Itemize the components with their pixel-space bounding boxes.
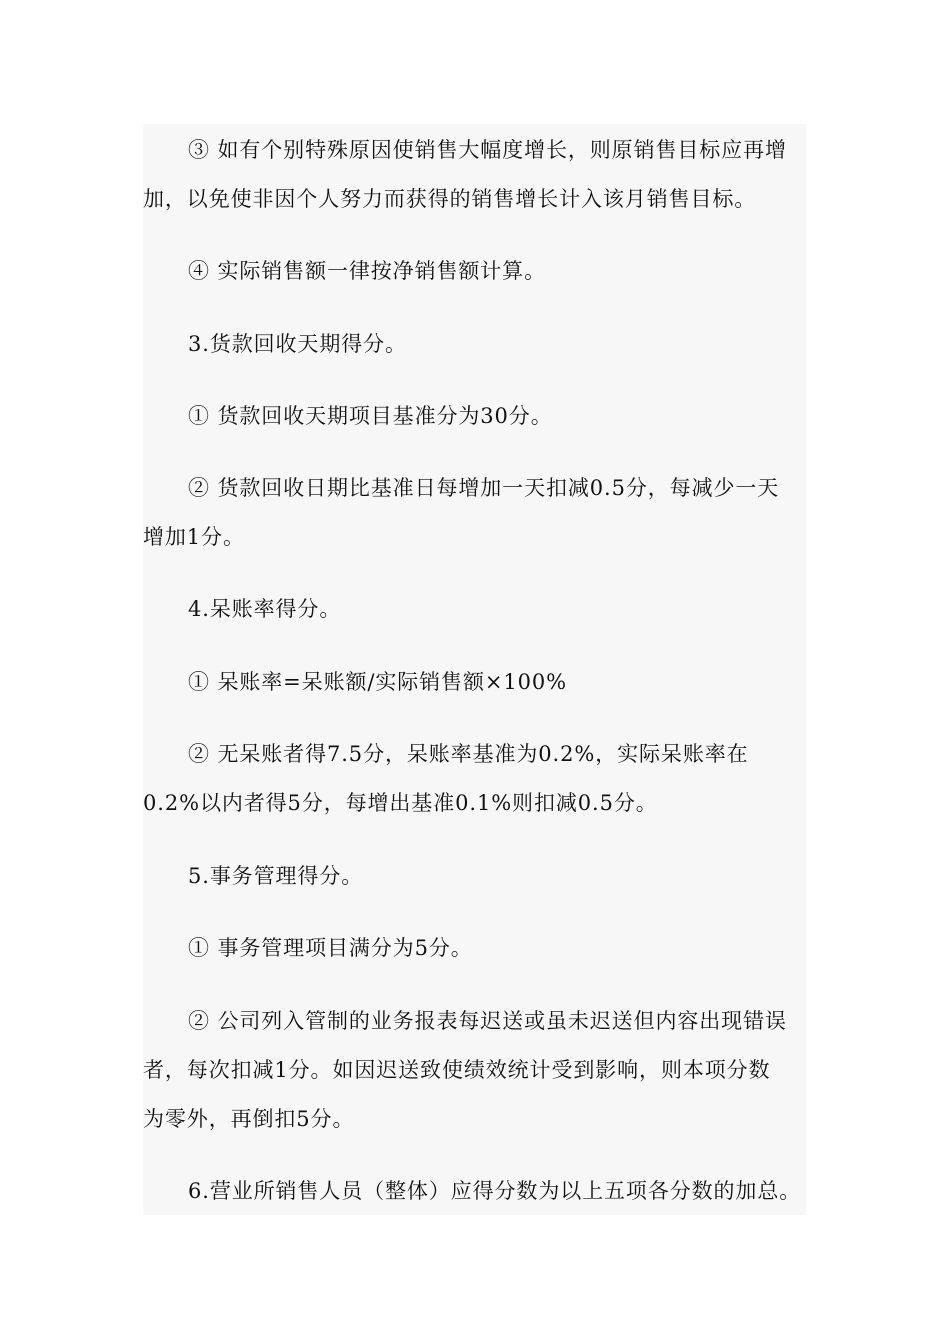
paragraph-admin-deductions — [143, 997, 806, 1144]
heading-collection-days — [143, 320, 806, 369]
paragraph-line: ③ 如有个别特殊原因使销售大幅度增长，则原销售目标应再增 — [188, 138, 787, 162]
paragraph-line: 0.2%以内者得5分，每增出基准0.1%则扣减0.5分。 — [143, 791, 658, 815]
paragraph-collection-adjust — [143, 464, 806, 562]
paragraph-line: 3.货款回收天期得分。 — [188, 332, 407, 356]
paragraph-line: ② 公司列入管制的业务报表每迟送或虽未迟送但内容出现错误 — [188, 1009, 787, 1033]
paragraph-net-sales — [143, 247, 806, 296]
paragraph-line: ② 货款回收日期比基准日每增加一天扣减0.5分，每减少一天 — [188, 476, 780, 500]
paragraph-line: 为零外，再倒扣5分。 — [143, 1107, 355, 1131]
paragraph-line: 5.事务管理得分。 — [188, 864, 364, 888]
paragraph-bad-debt-scoring — [143, 730, 806, 828]
paragraph-target-increase — [143, 126, 806, 224]
paragraph-line: 加，以免使非因个人努力而获得的销售增长计入该月销售目标。 — [143, 187, 757, 211]
paragraph-line: 者，每次扣减1分。如因迟送致使绩效统计受到影响，则本项分数 — [143, 1058, 771, 1082]
paragraph-line: 6.营业所销售人员（整体）应得分数为以上五项各分数的加总。 — [188, 1179, 802, 1203]
paragraph-admin-full-score — [143, 924, 806, 973]
paragraph-line: 增加1分。 — [143, 525, 245, 549]
paragraph-line: 4.呆账率得分。 — [188, 597, 342, 621]
paragraph-bad-debt-formula — [143, 658, 806, 707]
paragraph-line: ② 无呆账者得7.5分，呆账率基准为0.2%，实际呆账率在 — [188, 742, 749, 766]
paragraph-collection-base-score — [143, 392, 806, 441]
document-body — [143, 124, 806, 1215]
paragraph-line: ④ 实际销售额一律按净销售额计算。 — [188, 259, 546, 283]
paragraph-line: ① 事务管理项目满分为5分。 — [188, 936, 473, 960]
heading-bad-debt — [143, 585, 806, 634]
paragraph-total-score — [143, 1167, 806, 1216]
heading-admin-management — [143, 852, 806, 901]
paragraph-line: ① 呆账率=呆账额/实际销售额×100% — [188, 670, 567, 694]
paragraph-line: ① 货款回收天期项目基准分为30分。 — [188, 404, 553, 428]
